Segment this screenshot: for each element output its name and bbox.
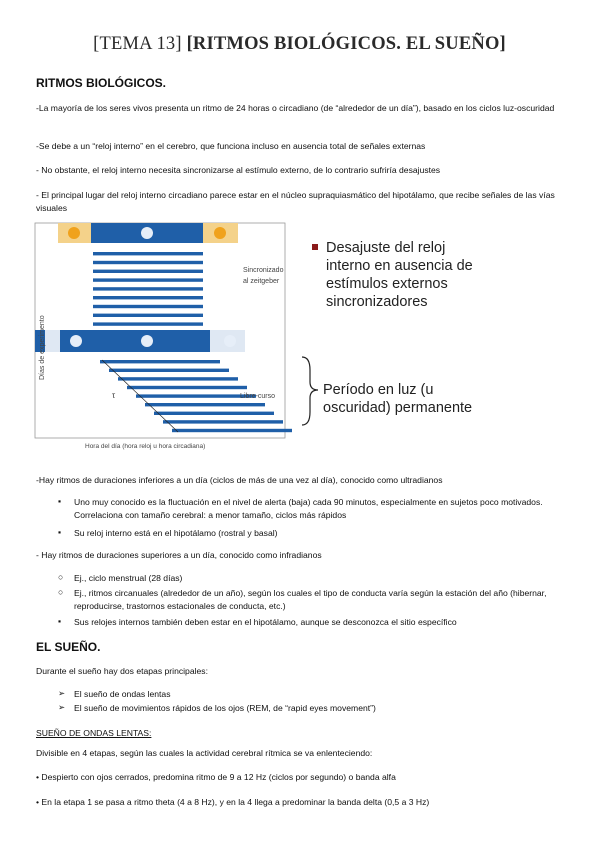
- tau-label: τ: [112, 391, 116, 400]
- sleep-stage-1: El sueño de ondas lentas: [74, 689, 171, 699]
- paragraph-4: - El principal lugar del reloj interno circadiano parece estar en el núcleo supraquiasmático del hipotálamo, que recibe señales de las vías visuales: [36, 190, 555, 213]
- activity-bar: [93, 287, 203, 290]
- activity-bar: [154, 412, 274, 415]
- arrow-bullet-icon: ➢: [58, 702, 66, 712]
- activity-bar: [136, 394, 256, 397]
- document-title: [0, 34, 599, 55]
- square-bullet-icon: ▪: [58, 616, 62, 626]
- slow-wave-heading: SUEÑO DE ONDAS LENTAS:: [36, 728, 152, 738]
- slow-wave-intro: Divisible en 4 etapas, según las cuales la actividad cerebral rítmica se va enlenteciendo:: [36, 748, 373, 758]
- slow-wave-point-1: • Despierto con ojos cerrados, predomina ritmo de 9 a 12 Hz (ciclos por segundo) o banda alfa: [36, 772, 396, 782]
- activity-bar: [93, 314, 203, 317]
- circle-bullet-icon: ○: [58, 587, 64, 597]
- x-axis-label: Hora del día (hora reloj u hora circadiana): [85, 443, 206, 450]
- paragraph-1: -La mayoría de los seres vivos presenta un ritmo de 24 horas o circadiano (de “alrededor de un día”), basado en los ciclos luz-oscuridad: [36, 103, 555, 113]
- activity-bar: [93, 296, 203, 299]
- sun-icon: [68, 227, 80, 239]
- activity-bar: [172, 429, 292, 432]
- activity-bar: [163, 420, 283, 423]
- infradian-note: Sus relojes internos también deben estar en el hipotálamo, aunque se desconozca el sitio específico: [74, 617, 457, 627]
- infradian-item-1: Ej., ciclo menstrual (28 días): [74, 573, 183, 583]
- sun-icon: [214, 227, 226, 239]
- circle-bullet-icon: ○: [58, 572, 64, 582]
- sleep-intro: Durante el sueño hay dos etapas principales:: [36, 666, 208, 676]
- title-main: [RITMOS BIOLÓGICOS. EL SUEÑO]: [186, 34, 506, 54]
- y-axis-label: Días de experimento: [39, 315, 46, 380]
- square-bullet-icon: ▪: [58, 496, 62, 506]
- square-bullet-icon: ▪: [58, 527, 62, 537]
- synchronized-bars: [93, 252, 203, 326]
- arrow-bullet-icon: ➢: [58, 688, 66, 698]
- label-sync-2: al zeitgeber: [243, 278, 280, 285]
- activity-bar: [93, 322, 203, 325]
- activity-bar: [127, 386, 247, 389]
- bracket-icon: [302, 357, 318, 425]
- callout-bullet-icon: [312, 244, 318, 250]
- activity-bar: [109, 369, 229, 372]
- callout-1: Desajuste del reloj interno en ausencia de estímulos externos sincronizadores: [326, 240, 473, 310]
- sleep-stage-2: El sueño de movimientos rápidos de los ojos (REM, de “rapid eyes movement”): [74, 703, 376, 713]
- activity-bar: [118, 377, 238, 380]
- moon-icon: [70, 335, 82, 347]
- middle-band-dark: [60, 330, 210, 352]
- activity-bar: [93, 270, 203, 273]
- heading-ritmos: RITMOS BIOLÓGICOS.: [36, 76, 167, 90]
- ultradian-intro: -Hay ritmos de duraciones inferiores a un día (ciclos de más de una vez al día), conocido como ultradianos: [36, 475, 443, 485]
- infradian-item-2: Ej., ritmos circanuales (alrededor de un año), según los cuales el tipo de conducta varía según la estación del año (hibernar, reproducirse, trastornos estacionales de conducta, etc.): [74, 588, 547, 611]
- label-free: Libre-curso: [240, 393, 276, 400]
- heading-sueno: EL SUEÑO.: [36, 640, 101, 654]
- activity-bar: [93, 305, 203, 308]
- activity-bar: [93, 261, 203, 264]
- activity-bar: [100, 360, 220, 363]
- label-sync-1: Sincronizado: [243, 267, 284, 274]
- ultradian-item-1: Uno muy conocido es la fluctuación en el nivel de alerta (baja) cada 90 minutos, especialmente en sujetos poco motivados. Correlaciona con tamaño cerebral: a menor tamaño, ciclos más rápidos: [74, 497, 543, 520]
- infradian-intro: - Hay ritmos de duraciones superiores a un día, conocido como infradianos: [36, 550, 322, 560]
- activity-bar: [145, 403, 265, 406]
- slow-wave-point-2: • En la etapa 1 se pasa a ritmo theta (4 a 8 Hz), y en la 4 llega a predominar la banda delta (0,5 a 3 Hz): [36, 797, 430, 807]
- paragraph-2: -Se debe a un “reloj interno” en el cerebro, que funciona incluso en ausencia total de señales externas: [36, 141, 426, 151]
- moon-icon: [141, 335, 153, 347]
- activity-bar: [93, 252, 203, 255]
- paragraph-3: - No obstante, el reloj interno necesita sincronizarse al estímulo externo, de lo contrario sufriría desajustes: [36, 165, 441, 175]
- circadian-figure: [30, 220, 570, 460]
- callout-2: Período en luz (u oscuridad) permanente: [323, 382, 473, 416]
- activity-bar: [93, 278, 203, 281]
- moon-icon: [224, 335, 236, 347]
- ultradian-item-2: Su reloj interno está en el hipotálamo (rostral y basal): [74, 528, 278, 538]
- title-prefix: [TEMA 13]: [93, 34, 182, 54]
- moon-icon: [141, 227, 153, 239]
